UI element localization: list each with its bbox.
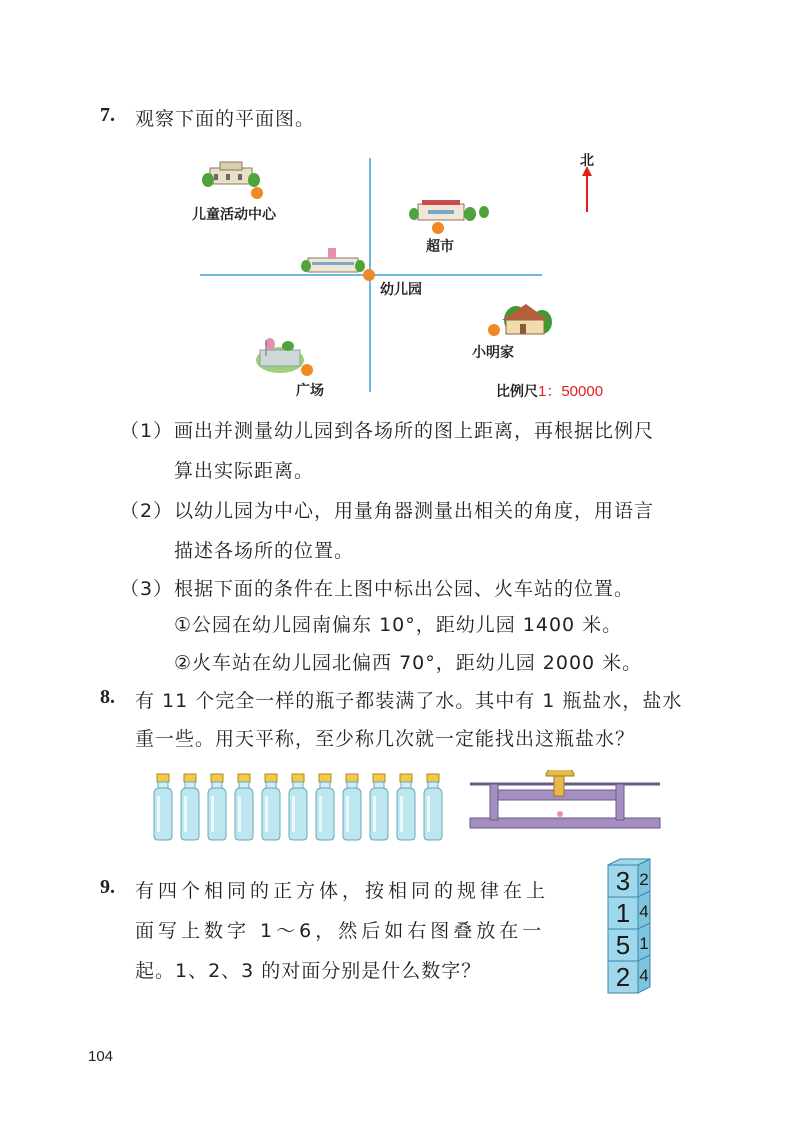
supermarket-label: 超市 xyxy=(426,239,454,255)
q9-number: 9. xyxy=(100,876,115,898)
cube-svg xyxy=(600,855,670,1000)
q7-condition-park: ①公园在幼儿园南偏东 10°，距幼儿园 1400 米。 xyxy=(174,614,623,636)
cube-side-number: 4 xyxy=(639,966,649,985)
bottle-icon xyxy=(154,774,172,840)
q7-title: 观察下面的平面图。 xyxy=(135,108,316,130)
xiaoming-home-house-icon xyxy=(502,304,552,334)
bottle-icon xyxy=(397,774,415,840)
supermarket-building-icon xyxy=(409,200,489,221)
north-label: 北 xyxy=(580,153,594,169)
square-dot xyxy=(301,364,313,376)
bottle-icon xyxy=(208,774,226,840)
q7-number: 7. xyxy=(100,104,115,126)
cube-front-number: 1 xyxy=(615,898,631,928)
q7-sub2-num: （2） xyxy=(120,500,174,522)
q9-line2: 面写上数字 1～6，然后如右图叠放在一 xyxy=(135,920,546,942)
bottle-icon xyxy=(181,774,199,840)
scale-value: 1：50000 xyxy=(538,383,604,400)
bottle-icon xyxy=(370,774,388,840)
kindergarten-dot xyxy=(363,269,375,281)
q8-number: 8. xyxy=(100,686,115,708)
q7-sub1-num: （1） xyxy=(120,420,174,442)
q7-sub1-line1: 画出并测量幼儿园到各场所的图上距离，再根据比例尺 xyxy=(174,420,655,442)
square-label: 广场 xyxy=(296,383,324,399)
map-scale xyxy=(496,380,603,401)
q7-sub1-line2: 算出实际距离。 xyxy=(174,460,315,482)
q8-line2: 重一些。用天平称，至少称几次就一定能找出这瓶盐水？ xyxy=(135,728,636,750)
bottle-icon xyxy=(235,774,253,840)
q7-sub3-num: （3） xyxy=(120,578,174,600)
q7-sub2-line1: 以幼儿园为中心，用量角器测量出相关的角度，用语言 xyxy=(174,500,655,522)
bottle-icon xyxy=(343,774,361,840)
q7-sub3-line1: 根据下面的条件在上图中标出公园、火车站的位置。 xyxy=(174,578,635,600)
q9-line1: 有四个相同的正方体，按相同的规律在上 xyxy=(135,880,550,902)
kindergarten-label: 幼儿园 xyxy=(380,282,422,298)
q7-condition-station: ②火车站在幼儿园北偏西 70°，距幼儿园 2000 米。 xyxy=(174,652,643,674)
balance-scale-icon xyxy=(470,770,660,828)
bottle-icon xyxy=(262,774,280,840)
bottle-icon xyxy=(316,774,334,840)
q9-line3: 起。1、2、3 的对面分别是什么数字？ xyxy=(135,960,482,982)
children-center-building-icon xyxy=(202,162,260,187)
children-center-dot xyxy=(251,187,263,199)
cube-front-number: 5 xyxy=(615,930,631,960)
kindergarten-building-icon xyxy=(301,248,365,272)
supermarket-dot xyxy=(432,222,444,234)
cube-side-number: 1 xyxy=(639,934,649,953)
xiaoming-home-label: 小明家 xyxy=(472,345,514,361)
bottles-and-balance-figure xyxy=(150,770,670,844)
plan-map xyxy=(190,150,630,400)
q7-sub2-line2: 描述各场所的位置。 xyxy=(174,540,355,562)
cube-front-number: 2 xyxy=(615,962,631,992)
cube-side-number: 2 xyxy=(639,870,649,889)
q8-line1: 有 11 个完全一样的瓶子都装满了水。其中有 1 瓶盐水，盐水 xyxy=(135,690,683,712)
bottle-icon xyxy=(289,774,307,840)
bottle-icon xyxy=(424,774,442,840)
page-number: 104 xyxy=(88,1048,114,1065)
scale-label: 比例尺 xyxy=(496,384,538,400)
xiaoming-home-dot xyxy=(488,324,500,336)
cube-stack-figure xyxy=(600,855,670,1000)
square-plaza-icon xyxy=(256,338,304,373)
cube-front-number: 3 xyxy=(615,866,631,896)
bottles-svg xyxy=(150,770,670,844)
children-center-label: 儿童活动中心 xyxy=(192,207,276,223)
cube-side-number: 4 xyxy=(639,902,649,921)
